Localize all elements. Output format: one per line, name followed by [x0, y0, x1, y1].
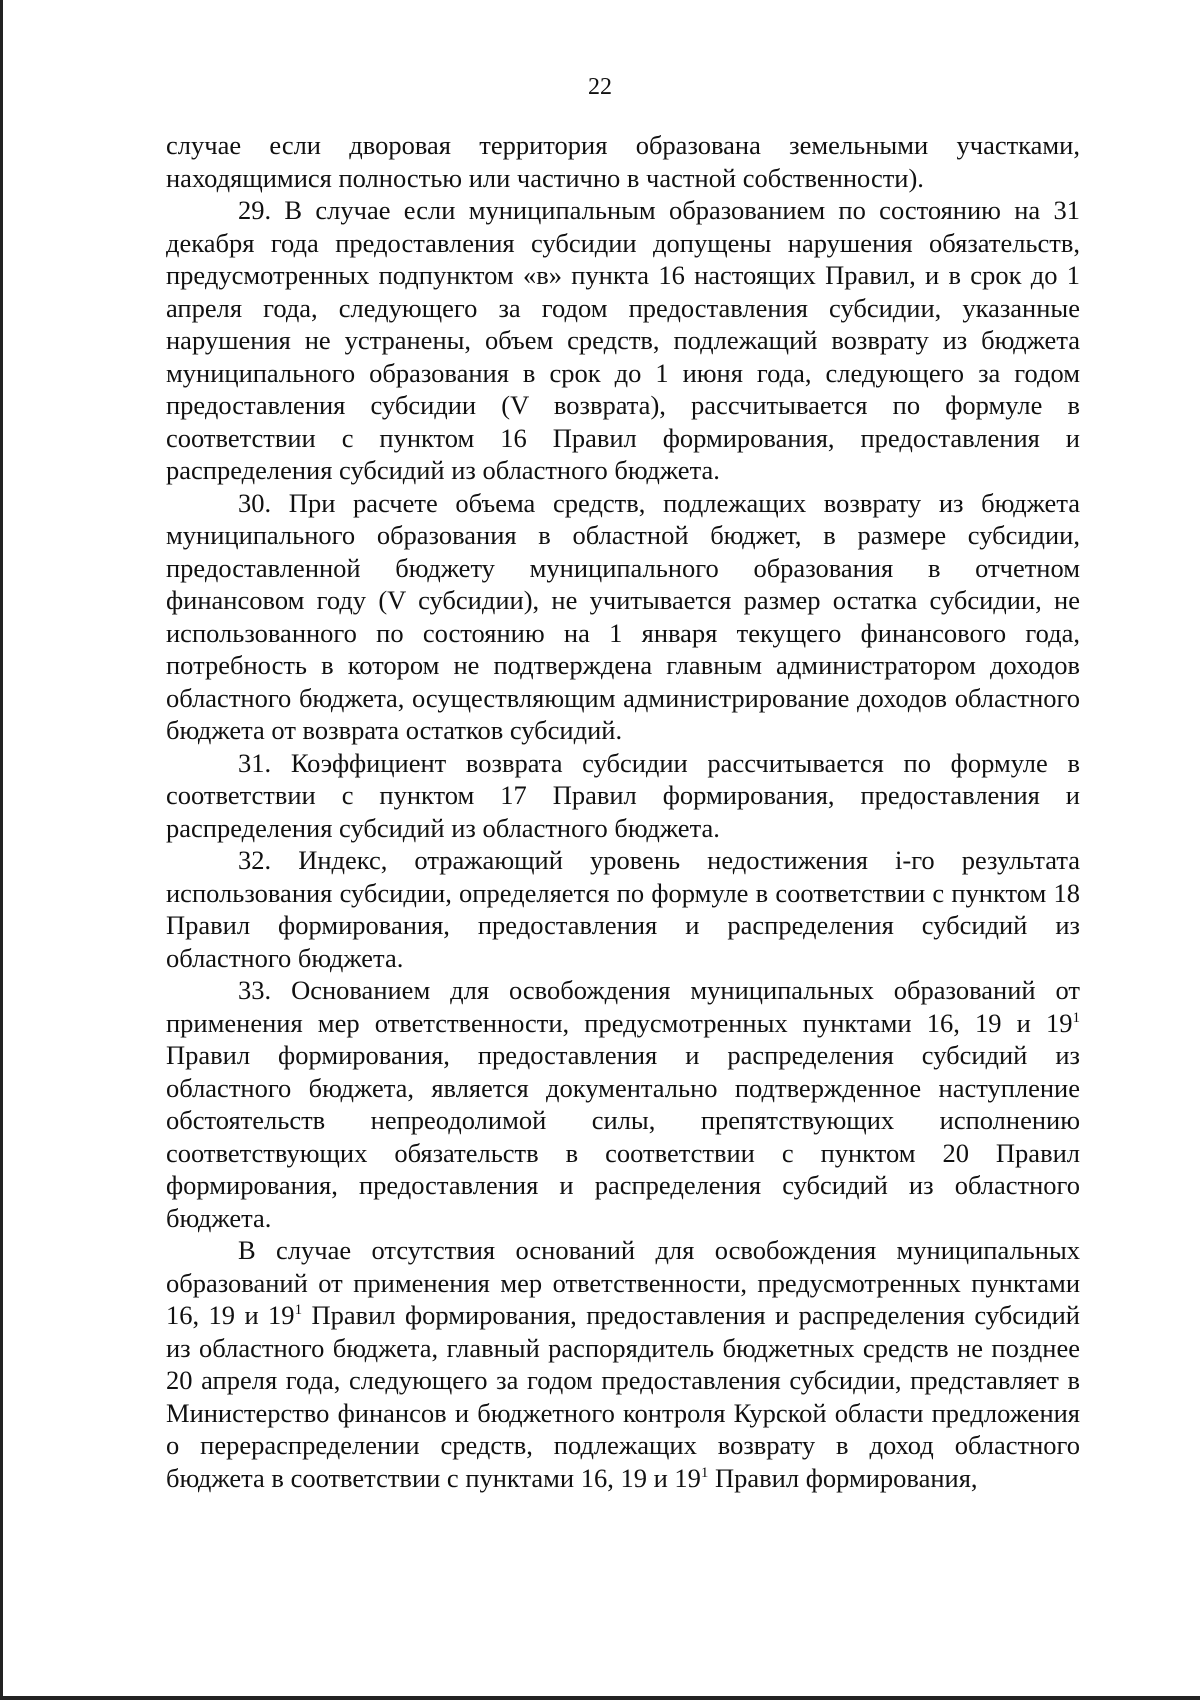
- paragraph-text: Правил формирования, предоставления и распределения субсидий из областного бюджета, является документально подтвержденное наступление обстоятельств непреодолимой силы, препятствующих исполнению соответствующих обязательств в соответствии с пунктом 20 Правил формирования, предоставления и распределения субсидий из областного бюджета.: [166, 1040, 1080, 1233]
- page-number: 22: [588, 74, 612, 100]
- paragraph-29: [166, 194, 1080, 487]
- paragraph-32: [166, 844, 1080, 974]
- paragraph-text: 30. При расчете объема средств, подлежащих возврату из бюджета муниципального образования в областной бюджет, в размере субсидии, предоставленной бюджету муниципального образования в отчетном финансовом году (V субсидии), не учитывается размер остатка субсидии, не использованного по состоянию на 1 января текущего финансового года, потребность в котором не подтверждена главным администратором доходов областного бюджета, осуществляющим администрирование доходов областного бюджета от возврата остатков субсидий.: [166, 487, 1080, 745]
- paragraph-30: [166, 487, 1080, 747]
- paragraph-text: Правил формирования,: [708, 1462, 978, 1493]
- superscript: 1: [1072, 1009, 1080, 1026]
- paragraph-33-continued: [166, 1234, 1080, 1494]
- scan-edge-left: [0, 0, 3, 1700]
- paragraph-text: 31. Коэффициент возврата субсидии рассчитывается по формуле в соответствии с пунктом 17 Правил формирования, предоставления и распределения субсидий из областного бюджета.: [166, 747, 1080, 843]
- superscript: 1: [294, 1302, 303, 1319]
- paragraph-text: случае если дворовая территория образована земельными участками, находящимися полностью или частично в частной собственности).: [166, 130, 1080, 193]
- paragraph-text: В случае отсутствия оснований для освобождения муниципальных образований от применения мер ответственности, предусмотренных пунктами 16, 19 и 19: [166, 1235, 1080, 1330]
- paragraph-text: 32. Индекс, отражающий уровень недостижения i-го результата использования субсидии, определяется по формуле в соответствии с пунктом 18 Правил формирования, предоставления и распределения субсидий из областного бюджета.: [166, 845, 1080, 973]
- paragraph-continuation: [166, 129, 1080, 194]
- superscript: 1: [700, 1464, 709, 1481]
- paragraph-text: Правил формирования, предоставления и распределения субсидий из областного бюджета, главный распорядитель бюджетных средств не позднее 20 апреля года, следующего за годом предоставления субсидии, представляет в Министерство финансов и бюджетного контроля Курской области предложения о перераспределении средств, подлежащих возврату в доход областного бюджета в соответствии с пунктами 16, 19 и 19: [166, 1300, 1080, 1493]
- scan-edge-bottom: [0, 1696, 1200, 1700]
- paragraph-31: [166, 747, 1080, 845]
- document-body: [166, 129, 1080, 1494]
- paragraph-33: [166, 974, 1080, 1234]
- paragraph-text: 29. В случае если муниципальным образованием по состоянию на 31 декабря года предоставления субсидии допущены нарушения обязательств, предусмотренных подпунктом «в» пункта 16 настоящих Правил, и в срок до 1 апреля года, следующего за годом предоставления субсидии, указанные нарушения не устранены, объем средств, подлежащий возврату из бюджета муниципального образования в срок до 1 июня года, следующего за годом предоставления субсидии (V возврата), рассчитывается по формуле в соответствии с пунктом 16 Правил формирования, предоставления и распределения субсидий из областного бюджета.: [166, 195, 1080, 485]
- paragraph-text: 33. Основанием для освобождения муниципальных образований от применения мер ответственности, предусмотренных пунктами 16, 19 и 19: [166, 975, 1080, 1038]
